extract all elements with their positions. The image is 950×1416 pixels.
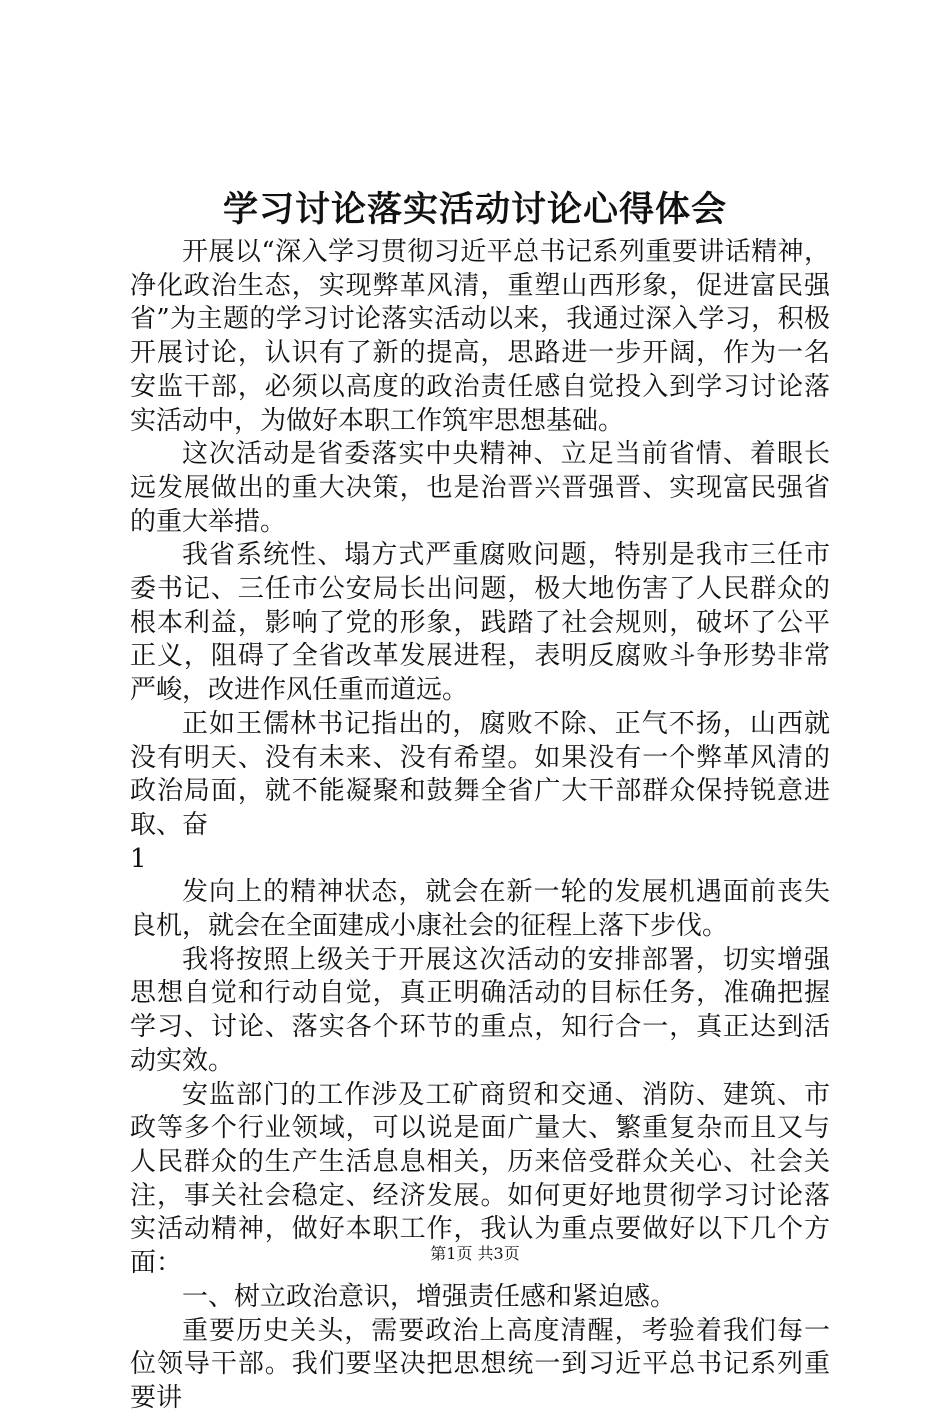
- paragraph: 重要历史关头，需要政治上高度清醒，考验着我们每一位领导干部。我们要坚决把思想统一到习近平总书记系列重要讲: [130, 1315, 830, 1413]
- inline-page-number: 1: [130, 843, 147, 874]
- paragraph: 正如王儒林书记指出的，腐败不除、正气不扬，山西就没有明天、没有未来、没有希望。如果没有一个弊革风清的政治局面，就不能凝聚和鼓舞全省广大干部群众保持锐意进取、奋: [130, 708, 830, 840]
- paragraph: 开展以“深入学习贯彻习近平总书记系列重要讲话精神，净化政治生态，实现弊革风清，重塑山西形象，促进富民强省”为主题的学习讨论落实活动以来，我通过深入学习，积极开展讨论，认识有了新的提高，思路进一步开阔，作为一名安监干部，必须以高度的政治责任感自觉投入到学习讨论落实活动中，为做好本职工作筑牢思想基础。: [130, 237, 830, 436]
- paragraph: 我省系统性、塌方式严重腐败问题，特别是我市三任市委书记、三任市公安局长出问题，极大地伤害了人民群众的根本利益，影响了党的形象，践踏了社会规则，破坏了公平正义，阻碍了全省改革发展进程，表明反腐败斗争形势非常严峻，改进作风任重而道远。: [130, 540, 830, 706]
- section-heading: 一、树立政治意识，增强责任感和紧迫感。: [182, 1281, 677, 1312]
- page-footer: 第1页 共3页: [430, 1244, 520, 1263]
- document-body: [130, 236, 830, 1416]
- paragraph: 这次活动是省委落实中央精神、立足当前省情、着眼长远发展做出的重大决策，也是治晋兴晋强晋、实现富民强省的重大举措。: [130, 439, 830, 537]
- paragraph: 安监部门的工作涉及工矿商贸和交通、消防、建筑、市政等多个行业领域，可以说是面广量大、繁重复杂而且又与人民群众的生产生活息息相关，历来倍受群众关心、社会关注，事关社会稳定、经济发展。如何更好地贯彻学习讨论落实活动精神，做好本职工作，我认为重点要做好以下几个方面：: [130, 1079, 830, 1279]
- document-title: 学习讨论落实活动讨论心得体会: [222, 189, 727, 230]
- paragraph: 发向上的精神状态，就会在新一轮的发展机遇面前丧失良机，就会在全面建成小康社会的征程上落下步伐。: [130, 877, 830, 942]
- paragraph: 我将按照上级关于开展这次活动的安排部署，切实增强思想自觉和行动自觉，真正明确活动的目标任务，准确把握学习、讨论、落实各个环节的重点，知行合一，真正达到活动实效。: [130, 944, 830, 1076]
